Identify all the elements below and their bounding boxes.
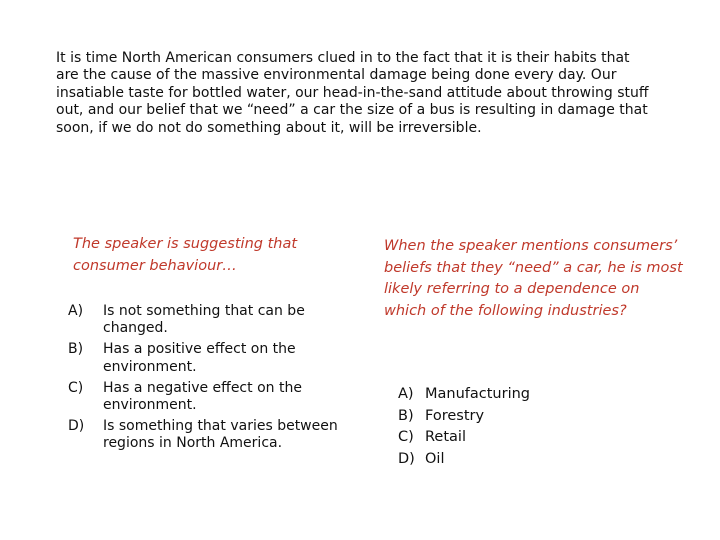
option-letter: D) — [398, 450, 415, 467]
question-1-prompt: The speaker is suggesting that consumer behaviour… — [73, 236, 298, 274]
option-text: Is something that varies between regions in North America. — [103, 418, 338, 452]
question-2-option-d[interactable] — [398, 449, 598, 471]
option-text: Oil — [425, 450, 445, 467]
option-letter: D) — [68, 418, 85, 435]
option-text: Manufacturing — [425, 386, 530, 402]
option-text: Is not something that can be changed. — [103, 303, 305, 337]
option-letter: B) — [398, 407, 414, 424]
question-1-option-d[interactable] — [68, 418, 338, 452]
question-2-prompt: When the speaker mentions consumers’ beliefs that they “need” a car, he is most likely referring to a dependence on which of the following industries? — [384, 238, 683, 319]
option-text: Has a positive effect on the environment. — [103, 341, 296, 375]
question-1-option-c[interactable] — [68, 380, 338, 414]
option-letter: B) — [68, 341, 84, 358]
option-text: Forestry — [425, 407, 485, 424]
question-1-option-b[interactable] — [68, 341, 338, 375]
option-letter: A) — [398, 386, 414, 402]
option-letter: C) — [398, 429, 414, 445]
option-letter: A) — [68, 303, 84, 319]
question-2-option-b[interactable] — [398, 406, 598, 428]
question-2-options — [398, 384, 598, 470]
option-letter: C) — [68, 379, 84, 396]
reading-passage: It is time North American consumers clued in to the fact that it is their habits that are the cause of the massive environmental damage being done every day. Our insatiable taste for bottled water, our head-in-the-sand attitude about throwing stuff out, and our belief that we “need” a car the size of a bus is resulting in damage that soon, if we do not do something about it, will be irreversible. — [56, 50, 649, 136]
option-text: Retail — [425, 429, 466, 445]
question-2-option-a[interactable] — [398, 384, 598, 406]
option-text: Has a negative effect on the environment. — [103, 379, 302, 414]
question-1-options — [68, 303, 338, 457]
question-1-option-a[interactable] — [68, 303, 338, 337]
question-2-option-c[interactable] — [398, 427, 598, 449]
